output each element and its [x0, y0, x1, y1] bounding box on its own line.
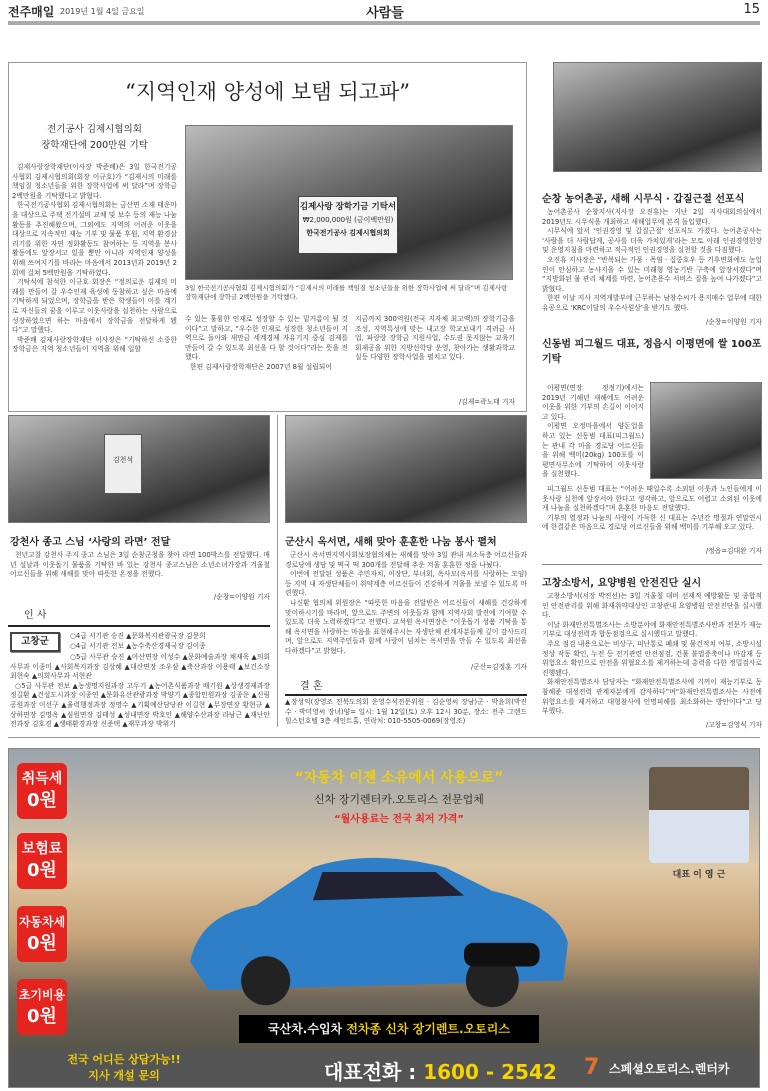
paragraph: 천년고찰 강천사 주지 종고 스님은 3일 순창군청을 찾아 라면 100박스를 전달했다. 매년 설날과 이웃돕기 물품을 기탁한 바 있는 강천사 종고스님은 소년소녀가장과 겨울철 어르신들을 위해 새해를 맞아 따뜻한 온정을 전했다. [10, 551, 270, 579]
paragraph: 박준배 김제사랑장학재단 이사장은 “기탁하신 소중한 장학금은 지역 청소년들이 지역을 위해 일할 [12, 335, 177, 354]
art3-headline: 신동범 피그월드 대표, 정읍시 이평면에 쌀 100포 기탁 [542, 339, 762, 365]
gunsan-photo [285, 415, 527, 523]
main-photo [185, 125, 513, 280]
personnel-lines [10, 653, 270, 729]
ad-inquiry [39, 1052, 209, 1084]
paragraph: 화재안전특별조사 담당자는 “화재안전특별조사에 기꺼이 재능기부로 동참해준 대성전력 관계자분에게 감사하다”며“화재안전특별조사는 사전에 위험요소를 제거하고 대형참사에 인명피해를 최소화하는 방안이다”고 당부했다. [542, 678, 762, 716]
personnel-line: ○4급 서기관 승진 ▲문화복지관광국장 김문희 [70, 632, 206, 640]
sign-org: 한국전기공사 김제시협의회 [306, 229, 390, 237]
art5-body [10, 551, 270, 590]
newspaper-logo: 전주매일 [8, 5, 55, 19]
badge-label: 취득세 [21, 771, 63, 787]
ceo-photo [649, 767, 749, 863]
paragraph: 농어촌공사 순창지사(지사장 오진휴)는 지난 2일 지사대회의실에서 2019년도 시무식을 개최하고 새해업무에 본격 돌입했다. [542, 208, 762, 226]
personnel-rule [8, 625, 270, 627]
paragraph: 나신환 협의체 위원장은 “따뜻한 마음을 전달받은 어르신들이 새해를 건강하게 맞이하시기를 바라며, 앞으로도 주변의 이웃들과 함께 지역사회 발전에 기여할 수 있도록 더욱 노력하겠다”고 전했다. 교석원 옥서면장은 “이웃돕기 성품 기탁을 통해 옥서면을 사랑하는 마음을 표현해주시는 자생단체 관계자분들께 깊이 감사드리며, 앞으로도 지역주민들과 함께 사랑이 넘치는 옥서면을 만들 수 있도록 최선을 다하겠다”고 밝혔다. [285, 598, 527, 655]
paragraph: 김제사랑장학재단(이사장 박준배)은 3일 한국전기공사협회 김제시협의회(회장 이규호)가 “김제시의 미래를 책임질 청소년들을 위한 장학사업에 써 달라”며 장학금 2백만원을 기탁했다고 밝혔다. [12, 163, 177, 200]
paragraph: 이날 화재안전특별조사는 소방분야에 화재안전특별조사반과 전문가 재능기부로 대성전력과 합동점검으로 실시했다고 말했다. [542, 620, 762, 639]
sports-car-image [169, 839, 589, 1009]
main-col1 [12, 163, 177, 405]
paragraph: 한국전기공사협회 김제시협의회는 금산면 소재 태운마을 대상으로 주택 전기설비 교체 및 보수 등의 재능 나눔 활동을 추진해왔으며, 그외에도 지역의 어려운 이웃을 대상으로 지속적인 재능 기부 및 물품 후원, 지역 환경살리기를 위한 자연 정화활동도 참여하는 등 지역을 봉사활동에도 앞장서고 있을 뿐만 아니라 지역인재 양성을 위해 쓰여지기를 바라는 마음에서 2013년과 2019년 2회에 걸쳐 5백만원을 기탁하였다. [12, 201, 177, 277]
paragraph: 고창소방서(서장 박진선)는 3일 겨울철 대비 선제적 예방활동 및 종합적인 안전관리를 위해 화재취약대상인 고창관내 요양병원 안전진단을 실시했다. [542, 592, 762, 620]
gangcheonsa-photo [8, 415, 270, 523]
badge-initial-cost [17, 979, 67, 1035]
paragraph: 피그월드 신동범 대표는 “어려운 때일수록 소외된 이웃과 노인들에게 이웃사랑 실천에 앞장서야 한다고 생각하고, 앞으로도 어렵고 소외된 이웃에게 나눔을 실천하겠다”며 훈훈한 마음도 전달했다. [542, 485, 762, 513]
main-subheadline [12, 122, 177, 154]
art3-side-text [542, 384, 644, 484]
wedding-text: ▲장성익(장영조 전북도의회 운영수석전문위원 · 김순영씨 장남)군 · 박윤희(박진수 · 박미영씨 장녀)양= 일시: 1월 12일(토) 오후 12시 30분, 장소: 전주 그랜드힐스턴호텔 3층 세인트홀, 연락처: 010-5505-0069(장영조) [285, 698, 527, 726]
paragraph: 한편 이날 지사 지역개발부에 근무하는 남창수씨가 용지매수 업무에 대한 유공으로 ‘KRC이달의 우수사원상’을 받기도 했다. [542, 294, 762, 312]
car-rental-ad [8, 748, 760, 1088]
donation-board: 김천석 [104, 434, 142, 494]
main-photo-caption: 3일 한국전기공사협회 김제시협의회가 “김제시의 미래를 책임질 청소년들을 위한 장학사업에 써 달라”며 김제사랑장학재단에 장학금 2백만원을 기탁했다. [185, 284, 508, 301]
main-col2 [185, 315, 348, 405]
paragraph: 기부의 열정과 나눔의 사랑이 가득한 신 대표는 수년간 명절과 연말연시에 한결같은 마음으로 경로당 어르신들을 위해 백미를 기부해 오고 있다. [542, 513, 762, 532]
art4-body [542, 592, 762, 717]
paragraph: 한편 김제사랑장학재단은 2007년 8월 설립되어 [190, 362, 332, 371]
personnel-title: 인 사 [24, 610, 47, 621]
sign-amount: ₩2,000,000원 (금이백만원) [302, 216, 394, 224]
ad-divider [8, 737, 760, 738]
banner-text: 국산차.수입차 [268, 1022, 347, 1036]
personnel-line: ○4급 서기관 전보 ▲농수축산경제국장 김이종 [70, 641, 206, 650]
inquiry-line-1: 전국 어디든 상담가능!! [67, 1053, 181, 1066]
inquiry-line-2: 지사 개설 문의 [88, 1069, 160, 1082]
section-title: 사람들 [366, 6, 404, 21]
art4-headline: 고창소방서, 요양병원 안전진단 실시 [542, 578, 702, 589]
art3-body [542, 485, 762, 543]
banner-highlight: 전차종 신차 장기렌트.오토리스 [346, 1022, 510, 1036]
donation-sign [298, 196, 398, 254]
badge-value: 0원 [27, 790, 57, 811]
page-number: 15 [743, 2, 760, 17]
paragraph: 이번에 전달된 성품은 주민자치, 이장단, 부녀회, 옥사모(옥서를 사랑하는 모임) 등 지역 내 자생단체들이 취약계층 어르신들이 건강하게 겨울을 보낼 수 있도록 마련했다. [285, 570, 527, 598]
badge-label: 자동차세 [18, 915, 66, 929]
art5-headline: 강천사 종고 스님 ‘사랑의 라면’ 전달 [10, 537, 171, 548]
issue-date: 2019년 1월 4일 금요일 [60, 7, 145, 16]
badge-value: 0원 [27, 1006, 57, 1027]
art6-headline: 군산시 옥서면, 새해 맞아 훈훈한 나눔 봉사 펼쳐 [285, 537, 497, 548]
badge-insurance [17, 833, 67, 889]
paragraph: 수 있는 훌륭한 인재로 성장할 수 있는 밑거름이 될 것이다”고 말하고, “우수한 인재로 성장한 청소년들이 지역으로 돌아와 새만금 세계경제 자유기지 중심 김제를 만들어 갈 수 있도록 최선을 다 할 것이다”라는 뜻을 전했다. [185, 315, 348, 362]
ad-price-claim: “월사용료는 전국 최저 가격” [334, 814, 464, 825]
main-headline: “지역인재 양성에 보탬 되고파” [125, 80, 410, 104]
phone-label: 대표전화 : [324, 1060, 424, 1084]
ad-phone [324, 1056, 557, 1085]
ad-banner [239, 1015, 539, 1043]
org-label: 고창군 [10, 632, 60, 652]
brand-name: 스페셜오토리스.렌터카 [609, 1062, 730, 1076]
phone-number: 1600 - 2542 [423, 1060, 557, 1084]
wedding-rule [285, 694, 527, 696]
personnel-line: ○5급 사무관 전보 ▲농생명지원과장 고두기 ▲농어촌식품과장 배기원 ▲상생경제과장 정길환 ▲건설도시과장 이종연 ▲문화유산관광과장 박양기 ▲종합민원과장 김종운 ▲신림공원과장 이선구 ▲율력행정과장 정명수 ▲기획예산담당관 이길현 ▲무장면장 황현규 ▲상하면장 김명옥 ▲심원면장 김태성 ▲성내면장 박호인 ▲해양수산과장 라남근 ▲재난안전과장 김호경 ▲생태환경과장 신준택 ▲재무과장 박위기 [10, 681, 270, 729]
ceo-name: 대표 이 영 근 [672, 870, 726, 880]
ad-subtitle: 신차 장기렌터카.오토리스 전문업체 [314, 793, 484, 806]
badge-label: 초기비용 [18, 988, 66, 1002]
personnel-lines-top [70, 632, 270, 652]
art6-body [285, 551, 527, 657]
paragraph: 군산시 옥서면지역사회보장협의체는 새해를 맞아 3일 관내 저소득층 어르신들과 경로당에 생담 및 떡국 떡 300개를 전달해 추운 겨울 훈훈한 정을 나눴다. [285, 551, 527, 569]
rice-donation-photo [650, 382, 762, 479]
divider [542, 564, 762, 565]
art2-body [542, 208, 762, 314]
paragraph: 시무식에 앞서 ‘인권경영 및 갑질근절’ 선포식도 가졌다. 농어촌공사는 ‘사람을 더 사람답게, 공사를 더욱 가치있게’라는 모토 아래 인권경영헌장 및 운영지침을 마련하고 적극적인 인권경영을 실천할 것을 다짐했다. [542, 227, 762, 255]
paragraph: 오진휴 지사장은 “반복되는 가뭄 · 폭염 · 집중호우 등 기후변화에도 농업인이 안심하고 농사지을 수 있는 미래형 영농기반 구축에 앞장서겠다”며 “지방화된 물 관리 체계를 마련, 농어촌용수 서비스 질을 높여 나가겠다”고 밝혔다. [542, 255, 762, 293]
ad-footer [9, 1049, 760, 1088]
wedding-title: 결 혼 [300, 681, 323, 692]
art5-byline: /순창=이양원 기자 [213, 593, 270, 601]
badge-acquisition-tax [17, 763, 67, 819]
sunchang-photo [553, 62, 762, 172]
subhead-line-2: 장학재단에 200만원 기탁 [41, 140, 148, 151]
art6-byline: /군산=김정훈 기자 [470, 663, 527, 671]
main-byline: /김제=곽노태 기자 [458, 398, 515, 406]
paragraph: 지금까지 300억원(전국 지자체 최고액)의 장학기금을 조성, 지역특성에 맞는 내고장 학교보내기 격려금 사업, 파랑랑 장학금 지원사업, 수도권 못지않는 교육기회제공을 위한 지방선학당 운영, 찾아가는 생활과학교실등 다양한 장학사업을 펼치고 있다. [355, 315, 515, 362]
badge-value: 0원 [27, 933, 57, 954]
ad-slogan: “자동차 이젠 소유에서 사용으로” [294, 770, 504, 786]
subhead-line-1: 전기공사 김제시협의회 [47, 124, 142, 135]
paragraph: 기탁식에 참석한 이규호 회장은 “정의로운 김제의 미래를 만들어 갈 우수인재 육성에 동참하고 싶은 마음에 기탁하게 되었으며, 장학금을 받은 학생들이 이를 계기로 자신들의 꿈을 이루고 이웃사랑을 실천하는 사람으로 성장하였으면 하는 마음에서 장학금을 전달하게 됐다”고 말했다. [12, 278, 177, 335]
art2-byline: /순창=이양원 기자 [705, 318, 762, 326]
paragraph: 이평면(면장 정정기)에서는 2019년 기해년 새해에도 어려운 이웃을 위한 기부의 손길이 이어지고 있다. [542, 384, 644, 421]
personnel-line: ○5급 사무관 승진 ▲아산면장 이성수 ▲문화예술과장 채재욱 ▲의회사무과 이종미 ▲사회복지과장 김상혜 ▲대산면장 조우삼 ▲축산과장 이용태 ▲보건소장 최현숙 ▲의회사무과 서현관 [10, 653, 270, 681]
brand-logo-icon: 7 [584, 1055, 600, 1080]
sign-title: 김제사랑 장학기금 기탁서 [299, 202, 397, 212]
badge-car-tax [17, 906, 67, 962]
art4-byline: /고창=김영식 기자 [705, 721, 762, 729]
paragraph: 주요 점검 내용으로는 비상구, 피난통로 폐쇄 및 물건적치 여부, 소방시설 정상 작동 확인, 누전 등 전기관련 안전점검, 건물 불법증축이나 마감재 등 위험요소 확인으로 안전을 위협요소를 제거하는데 총력을 다한 정밀검사로 진행됐다. [542, 639, 762, 677]
art3-byline: /정읍=김대완 기자 [705, 547, 762, 555]
art2-headline: 순창 농어촌공, 새해 시무식 · 갑질근절 선포식 [542, 194, 745, 205]
paragraph: 이평면 오정마을에서 양돈업을 하고 있는 신동범 대표(피그월드)는 관내 각 마을 경로당 어르신들을 위해 백미(20kg) 100포를 이평면사무소에 기탁하여 이웃사랑을 실천했다. [542, 422, 644, 479]
header-divider [8, 21, 760, 25]
column-divider [277, 415, 278, 727]
main-col3 [355, 315, 515, 395]
badge-label: 보험료 [21, 841, 63, 857]
badge-value: 0원 [27, 860, 57, 881]
